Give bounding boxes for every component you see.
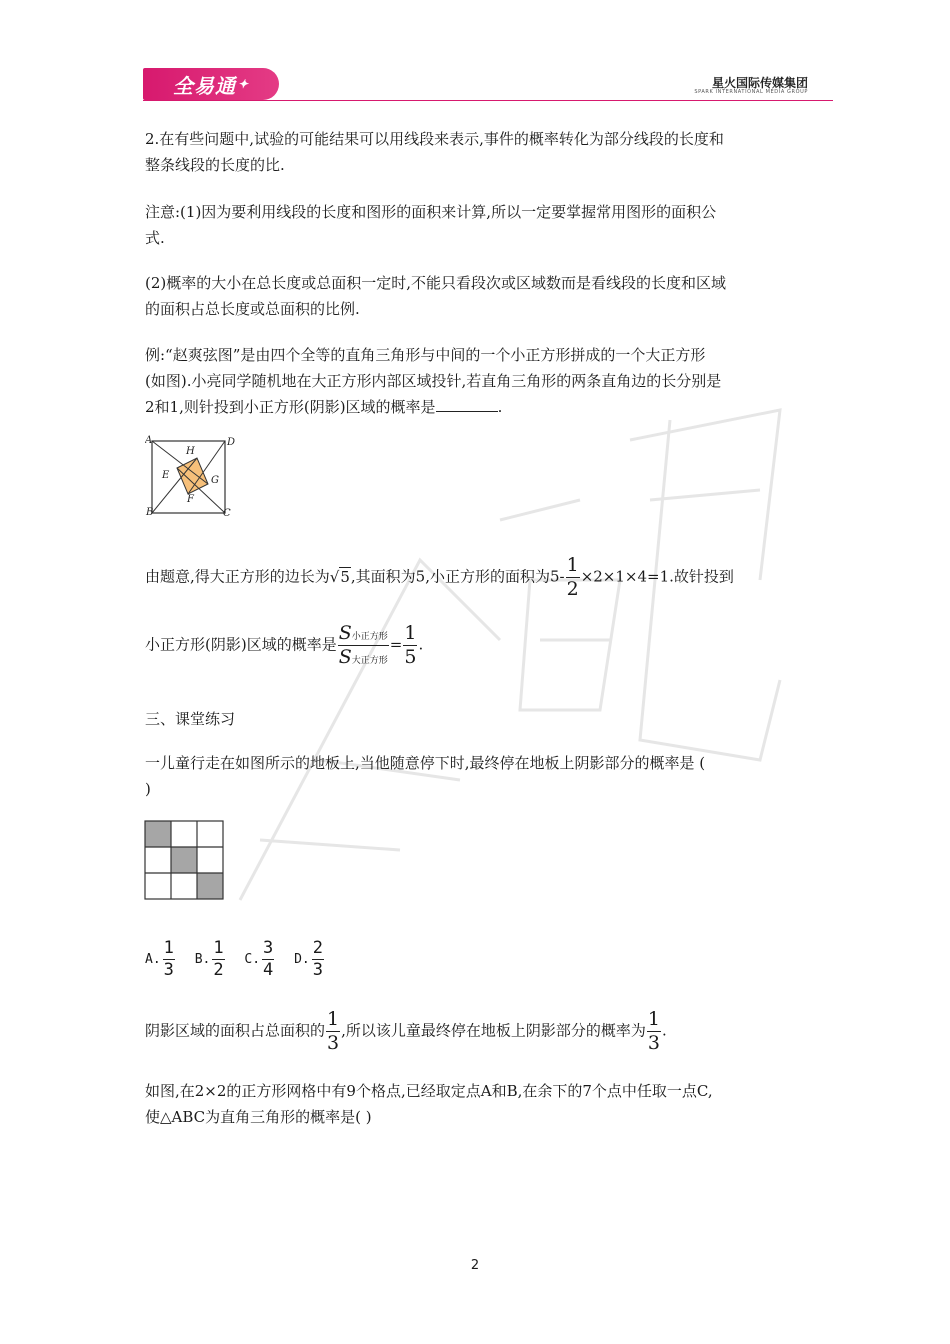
solution-line-1: 由题意,得大正方形的边长为√5,其面积为5,小正方形的面积为5- $\frac{1}{2}$ ×2×1×4=1.故针投到 [145,554,734,600]
question-2: 如图,在2×2的正方形网格中有9个格点,已经取定点A和B,在余下的7个点中任取一点C, 使△ABC为直角三角形的概率是( ) [145,1082,713,1126]
header-divider [143,100,833,101]
probability-ratio: $\frac{\text{S小正方形}}{\text{S大正方形}}$ [338,622,388,668]
answer-explanation: 阴影区域的面积占总面积的 $\frac{1}{3}$ ,所以该儿童最终停在地板上阴影部分的概率为 $\frac{1}{3}$ . [145,1008,667,1054]
sqrt-expression: √5 [329,567,350,586]
page-number: 2 [470,1258,480,1273]
zhao-shuang-figure [145,432,240,524]
fraction: $\frac{1}{3}$ [327,1008,340,1054]
example-problem: 例:“赵爽弦图”是由四个全等的直角三角形与中间的一个小正方形拼成的一个大正方形 (如图).小亮同学随机地在大正方形内部区域投针,若直角三角形的两条直角边的长分别是 2和1,则针投到小正方形(阴影)区域的概率是 . [145,346,722,416]
label-E: E [162,470,170,481]
fraction: $\frac{1}{5}$ [404,622,417,668]
label-D: D [227,437,236,448]
paragraph-line-segment: 2.在有些问题中,试验的可能结果可以用线段来表示,事件的概率转化为部分线段的长度和 整条线段的长度的比. [145,130,724,174]
sparkle-icon: ✦ [237,77,250,91]
solution-line-2: 小正方形(阴影)区域的概率是 $\frac{\text{S小正方形}}{\text{S大正方形}}$ = $\frac{1}{5}$ . [145,622,424,668]
paragraph-note: 注意:(1)因为要利用线段的长度和图形的面积来计算,所以一定要掌握常用图形的面积公 式. [145,203,717,247]
paragraph-note-2: (2)概率的大小在总长度或总面积一定时,不能只看段次或区域数而是看线段的长度和区域 的面积占总长度或总面积的比例. [145,274,727,318]
fraction: $\frac{1}{2}$ [566,554,579,600]
label-B: B [146,507,154,518]
answer-blank [436,395,498,412]
label-A: A [145,435,153,446]
label-G: G [211,475,219,486]
label-C: C [223,508,231,519]
option-a[interactable]: A. $\frac{1}{3}$ [145,938,174,980]
option-d[interactable]: D. $\frac{2}{3}$ [294,938,323,980]
label-H: H [186,446,195,457]
brand-logo: 全易通 ✦ [143,68,279,100]
option-c[interactable]: C. $\frac{3}{4}$ [244,938,274,980]
publisher-name: 星火国际传媒集团 [711,76,808,90]
floor-grid-figure [144,820,226,902]
section-title: 三、课堂练习 [145,710,236,728]
answer-options [145,940,339,979]
publisher-name-en: SPARK INTERNATIONAL MEDIA GROUP [694,89,808,95]
fraction: $\frac{1}{3}$ [647,1008,660,1054]
label-F: F [187,494,194,505]
option-b[interactable]: B. $\frac{1}{2}$ [194,938,224,980]
question-1: 一儿童行走在如图所示的地板上,当他随意停下时,最终停在地板上阴影部分的概率是 ( ) [145,754,706,798]
